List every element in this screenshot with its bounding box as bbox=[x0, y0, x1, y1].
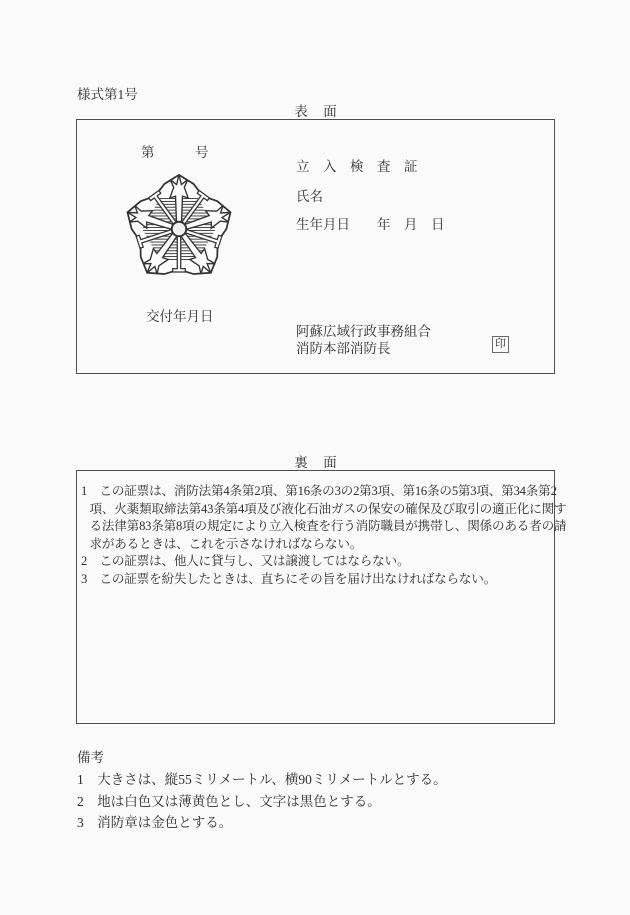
issue-date-label: 交付年月日 bbox=[146, 309, 214, 324]
note-item: 3 消防章は金色とする。 bbox=[77, 815, 233, 830]
note-item: 2 地は白色又は薄黄色とし、文字は黒色とする。 bbox=[77, 793, 381, 809]
back-card bbox=[76, 470, 567, 724]
provision-line: 1 この証票は、消防法第4条第2項、第16条の3の2第3項、第16条の5第3項、第34条第2 bbox=[81, 484, 557, 498]
fire-chief-title: 消防本部消防長 bbox=[296, 341, 391, 356]
certificate-title: 立 入 検 査 証 bbox=[296, 159, 418, 174]
front-side-label: 表 面 bbox=[294, 104, 338, 119]
provision-line: 求があるときは、これを示さなければならない。 bbox=[89, 536, 363, 551]
name-label: 氏名 bbox=[296, 189, 323, 204]
back-provisions-text bbox=[81, 483, 567, 588]
provision-line: る法律第83条第8項の規定により立入検査を行う消防職員が携帯し、関係のある者の請 bbox=[89, 519, 567, 533]
organization-name: 阿蘇広域行政事務組合 bbox=[296, 324, 431, 339]
seal-character: 印 bbox=[495, 338, 506, 350]
back-side-label: 裏 面 bbox=[294, 455, 338, 470]
form-number-label: 様式第1号 bbox=[77, 87, 138, 102]
notes-title: 備考 bbox=[77, 750, 104, 765]
note-item: 1 大きさは、縦55ミリメートル、横90ミリメートルとする。 bbox=[77, 772, 447, 787]
fire-department-emblem-icon bbox=[121, 171, 237, 287]
provision-line: 項、火薬類取締法第43条第4項及び液化石油ガスの保安の確保及び取引の適正化に関す bbox=[89, 501, 567, 516]
provision-line: 2 この証票は、他人に貸与し、又は譲渡してはならない。 bbox=[81, 554, 410, 568]
birth-date-line bbox=[296, 213, 445, 233]
birth-date-format: 年 月 日 bbox=[377, 217, 445, 232]
birth-date-label: 生年月日 bbox=[296, 217, 350, 232]
certificate-number-line: 第 号 bbox=[141, 145, 209, 160]
front-card bbox=[76, 119, 555, 374]
seal-placeholder-box bbox=[492, 336, 509, 353]
provision-line: 3 この証票を紛失したときは、直ちにその旨を届け出なければならない。 bbox=[81, 571, 497, 586]
